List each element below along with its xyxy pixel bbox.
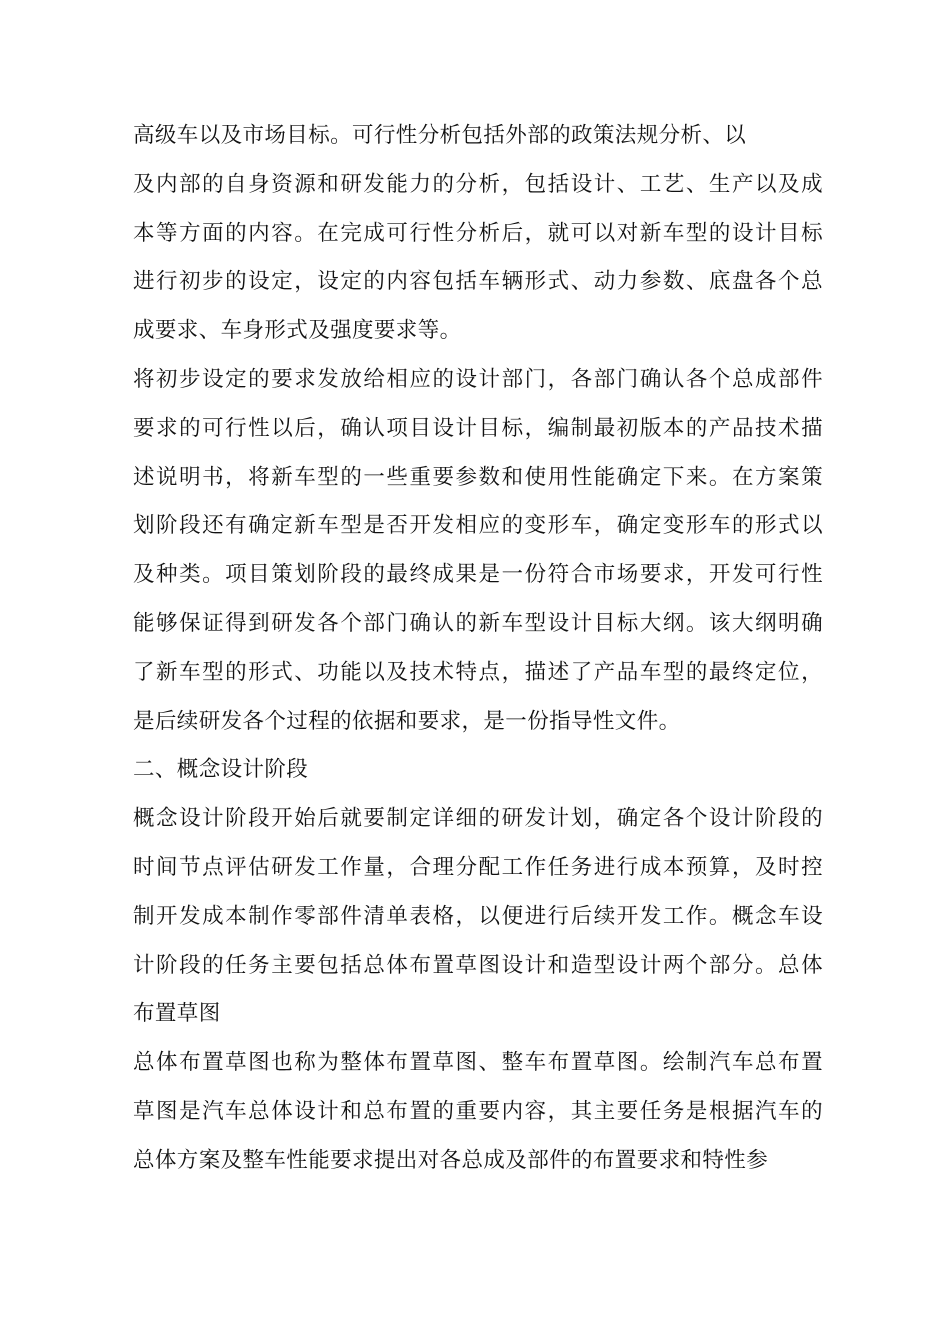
text-line: 成要求、车身形式及强度要求等。 — [133, 318, 462, 344]
text-line: 高级车以及市场目标。可行性分析包括外部的政策法规分析、以 — [133, 123, 747, 148]
text-line: 述说明书，将新车型的一些重要参数和使用性能确定下来。在方案策 — [133, 464, 823, 490]
text-line: 要求的可行性以后，确认项目设计目标，编制最初版本的产品技术描 — [133, 415, 823, 441]
text-line: 本等方面的内容。在完成可行性分析后，就可以对新车型的设计目标 — [133, 220, 823, 246]
text-line: 进行初步的设定，设定的内容包括车辆形式、动力参数、底盘各个总 — [133, 269, 823, 295]
text-line: 了新车型的形式、功能以及技术特点，描述了产品车型的最终定位， — [133, 659, 823, 685]
text-line: 及种类。项目策划阶段的最终成果是一份符合市场要求，开发可行性 — [133, 562, 823, 588]
text-line: 时间节点评估研发工作量，合理分配工作任务进行成本预算，及时控 — [133, 854, 823, 880]
text-line: 及内部的自身资源和研发能力的分析，包括设计、工艺、生产以及成 — [133, 171, 823, 197]
text-line: 草图是汽车总体设计和总布置的重要内容，其主要任务是根据汽车的 — [133, 1098, 823, 1124]
text-line: 能够保证得到研发各个部门确认的新车型设计目标大纲。该大纲明确 — [133, 610, 823, 636]
text-line: 制开发成本制作零部件清单表格，以便进行后续开发工作。概念车设 — [133, 903, 823, 929]
body-text — [133, 112, 823, 1186]
text-line: 是后续研发各个过程的依据和要求，是一份指导性文件。 — [133, 708, 681, 734]
text-line: 总体布置草图也称为整体布置草图、整车布置草图。绘制汽车总布置 — [133, 1050, 823, 1076]
text-line: 计阶段的任务主要包括总体布置草图设计和造型设计两个部分。总体 — [133, 952, 823, 978]
text-line: 总体方案及整车性能要求提出对各总成及部件的布置要求和特性参 — [133, 1147, 769, 1173]
text-line: 划阶段还有确定新车型是否开发相应的变形车，确定变形车的形式以 — [133, 513, 823, 539]
text-line: 将初步设定的要求发放给相应的设计部门，各部门确认各个总成部件 — [133, 366, 823, 392]
subsection-heading: 布置草图 — [133, 1001, 221, 1027]
text-line: 概念设计阶段开始后就要制定详细的研发计划，确定各个设计阶段的 — [133, 806, 823, 832]
section-heading: 二、概念设计阶段 — [133, 757, 309, 783]
